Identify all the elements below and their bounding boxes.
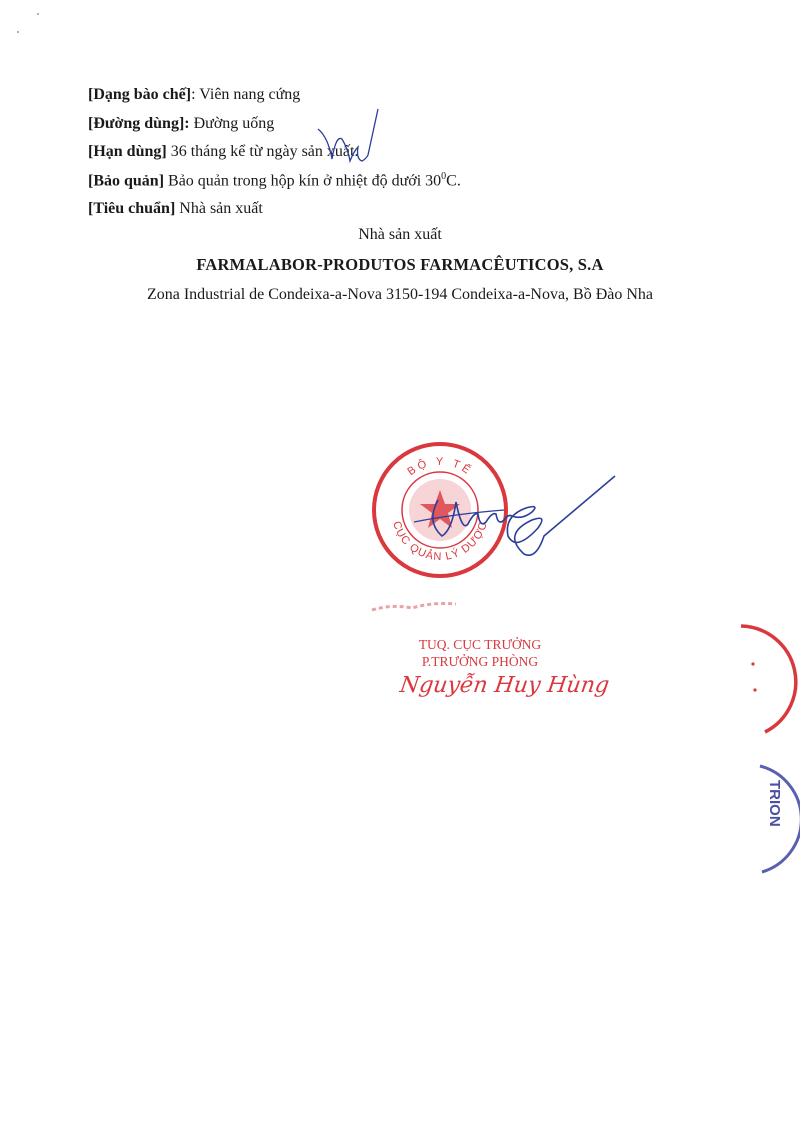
field-dosage-form xyxy=(88,86,300,104)
field-value: Viên nang cứng xyxy=(195,86,301,103)
field-value: Đường uống xyxy=(189,115,275,132)
field-sep: : xyxy=(191,86,196,103)
approval-line-2: P.TRƯỞNG PHÒNG xyxy=(421,654,539,669)
manufacturer-label: Nhà sản xuất xyxy=(358,226,442,243)
manufacturer-name: FARMALABOR-PRODUTOS FARMACÊUTICOS, S.A xyxy=(196,255,604,274)
degree-sup: 0 xyxy=(441,171,447,182)
approval-line-1: TUQ. CỤC TRƯỞNG xyxy=(418,637,542,652)
seal-top-text: BỘ Y TẾ xyxy=(405,455,475,479)
margin-red-stamp xyxy=(735,620,800,740)
field-label: [Dạng bào chế] xyxy=(88,86,192,103)
field-label: [Bảo quản] xyxy=(88,172,165,190)
field-standard xyxy=(88,200,263,218)
margin-blue-stamp xyxy=(740,760,800,880)
initials-mark xyxy=(310,105,390,175)
manufacturer-address: Zona Industrial de Condeixa-a-Nova 3150-194 Condeixa-a-Nova, Bồ Đào Nha xyxy=(146,286,654,303)
field-value: Nhà sản xuất xyxy=(175,200,263,217)
field-label: [Hạn dùng] xyxy=(88,143,167,160)
margin-blue-text: TRION xyxy=(766,780,783,827)
field-value: Bảo quản trong hộp kín ở nhiệt độ dưới 30 xyxy=(164,172,442,190)
signature xyxy=(410,470,630,570)
scan-specks xyxy=(14,8,54,38)
seal-bottom-text: CỤC QUẢN LÝ DƯỢC xyxy=(390,519,490,564)
field-storage xyxy=(88,171,461,190)
stamp-smudge xyxy=(370,600,460,616)
field-value: 36 tháng kể từ ngày sản xuất. xyxy=(166,143,359,160)
field-label: [Đường dùng]: xyxy=(88,115,190,132)
field-value-tail: C. xyxy=(446,172,461,190)
field-label: [Tiêu chuẩn] xyxy=(88,200,176,217)
signer-name: Nguyễn Huy Hùng xyxy=(398,673,611,698)
field-route xyxy=(88,115,274,133)
